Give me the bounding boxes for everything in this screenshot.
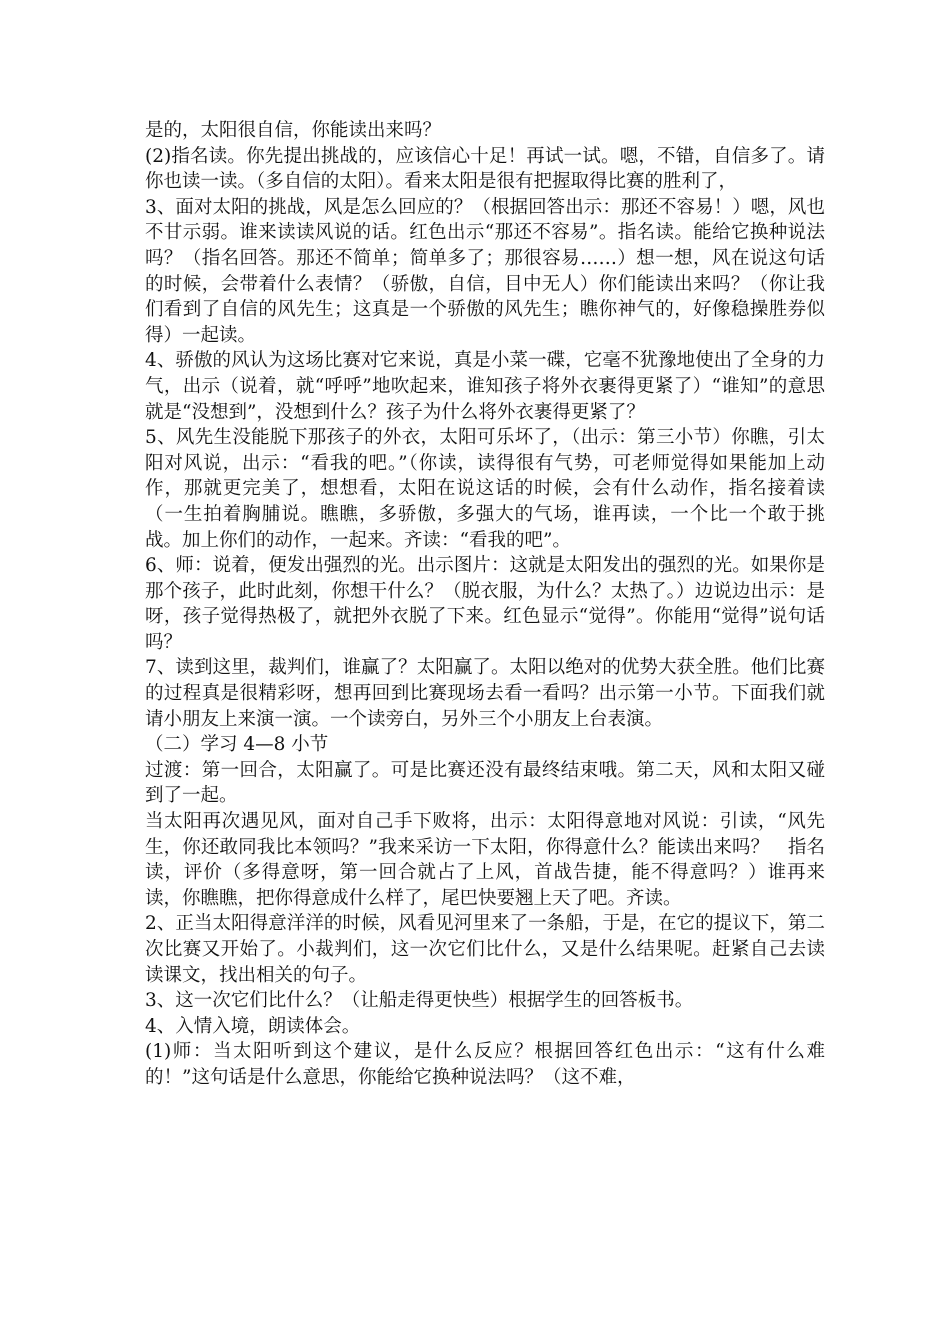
- paragraph: 当太阳再次遇见风，面对自己手下败将，出示：太阳得意地对风说：引读，“风先生，你还敢同我比本领吗？”我来采访一下太阳，你得意什么？能读出来吗？ 指名读，评价（多得意呀，第一回合就占了上风，首战告捷，能不得意吗？）谁再来读，你瞧瞧，把你得意成什么样了，尾巴快要翘上天了吧。齐读。: [145, 811, 825, 909]
- paragraph: 4、入情入境，朗读体会。: [145, 1015, 361, 1037]
- paragraph: 4、骄傲的风认为这场比赛对它来说，真是小菜一碟，它毫不犹豫地使出了全身的力气，出示（说着，就“呼呼”地吹起来，谁知孩子将外衣裹得更紧了）“谁知”的意思就是“没想到”，没想到什么？孩子为什么将外衣裹得更紧了？: [145, 350, 825, 423]
- paragraph: 3、这一次它们比什么？（让船走得更快些）根据学生的回答板书。: [145, 990, 694, 1012]
- section-heading: （二）学习 4—8 小节: [145, 734, 329, 756]
- paragraph: (2)指名读。你先提出挑战的，应该信心十足！再试一试。嗯，不错，自信多了。请你也读一读。（多自信的太阳）。看来太阳是很有把握取得比赛的胜利了，: [145, 145, 825, 193]
- paragraph: 7、读到这里，裁判们，谁赢了？太阳赢了。太阳以绝对的优势大获全胜。他们比赛的过程真是很精彩呀，想再回到比赛现场去看一看吗？出示第一小节。下面我们就请小朋友上来演一演。一个读旁白，另外三个小朋友上台表演。: [145, 657, 825, 730]
- paragraph: 是的，太阳很自信，你能读出来吗？: [145, 120, 442, 141]
- paragraph: 5、风先生没能脱下那孩子的外衣，太阳可乐坏了，（出示：第三小节）你瞧，引太阳对风说，出示：“看我的吧。”（你读，读得很有气势，可老师觉得如果能加上动作，那就更完美了，想想看，太阳在说这话的时候，会有什么动作，指名接着读（一生拍着胸脯说。瞧瞧，多骄傲，多强大的气场，谁再读，一个比一个敢于挑战。加上你们的动作，一起来。齐读：“看我的吧”。: [145, 427, 825, 551]
- paragraph: 2、正当太阳得意洋洋的时候，风看见河里来了一条船，于是，在它的提议下，第二次比赛又开始了。小裁判们，这一次它们比什么，又是什么结果呢。赶紧自己去读读课文，找出相关的句子。: [145, 913, 825, 986]
- paragraph: 过渡：第一回合，太阳赢了。可是比赛还没有最终结束哦。第二天，风和太阳又碰到了一起。: [145, 759, 825, 807]
- paragraph: 6、师：说着，便发出强烈的光。出示图片：这就是太阳发出的强烈的光。如果你是那个孩子，此时此刻，你想干什么？（脱衣服，为什么？太热了。）边说边出示：是呀，孩子觉得热极了，就把外衣脱了下来。红色显示“觉得”。你能用“觉得”说句话吗？: [145, 555, 825, 653]
- paragraph: 3、面对太阳的挑战，风是怎么回应的？（根据回答出示：那还不容易！）嗯，风也不甘示弱。谁来读读风说的话。红色出示“那还不容易”。指名读。能给它换种说法吗？（指名回答。那还不简单；简单多了；那很容易……）想一想，风在说这句话的时候，会带着什么表情？（骄傲，自信，目中无人）你们能读出来吗？（你让我们看到了自信的风先生；这真是一个骄傲的风先生；瞧你神气的，好像稳操胜券似得）一起读。: [145, 196, 825, 346]
- document-body: [145, 118, 825, 1091]
- paragraph: (1)师：当太阳听到这个建议，是什么反应？根据回答红色出示：“这有什么难的！”这句话是什么意思，你能给它换种说法吗？（这不难，: [145, 1041, 825, 1088]
